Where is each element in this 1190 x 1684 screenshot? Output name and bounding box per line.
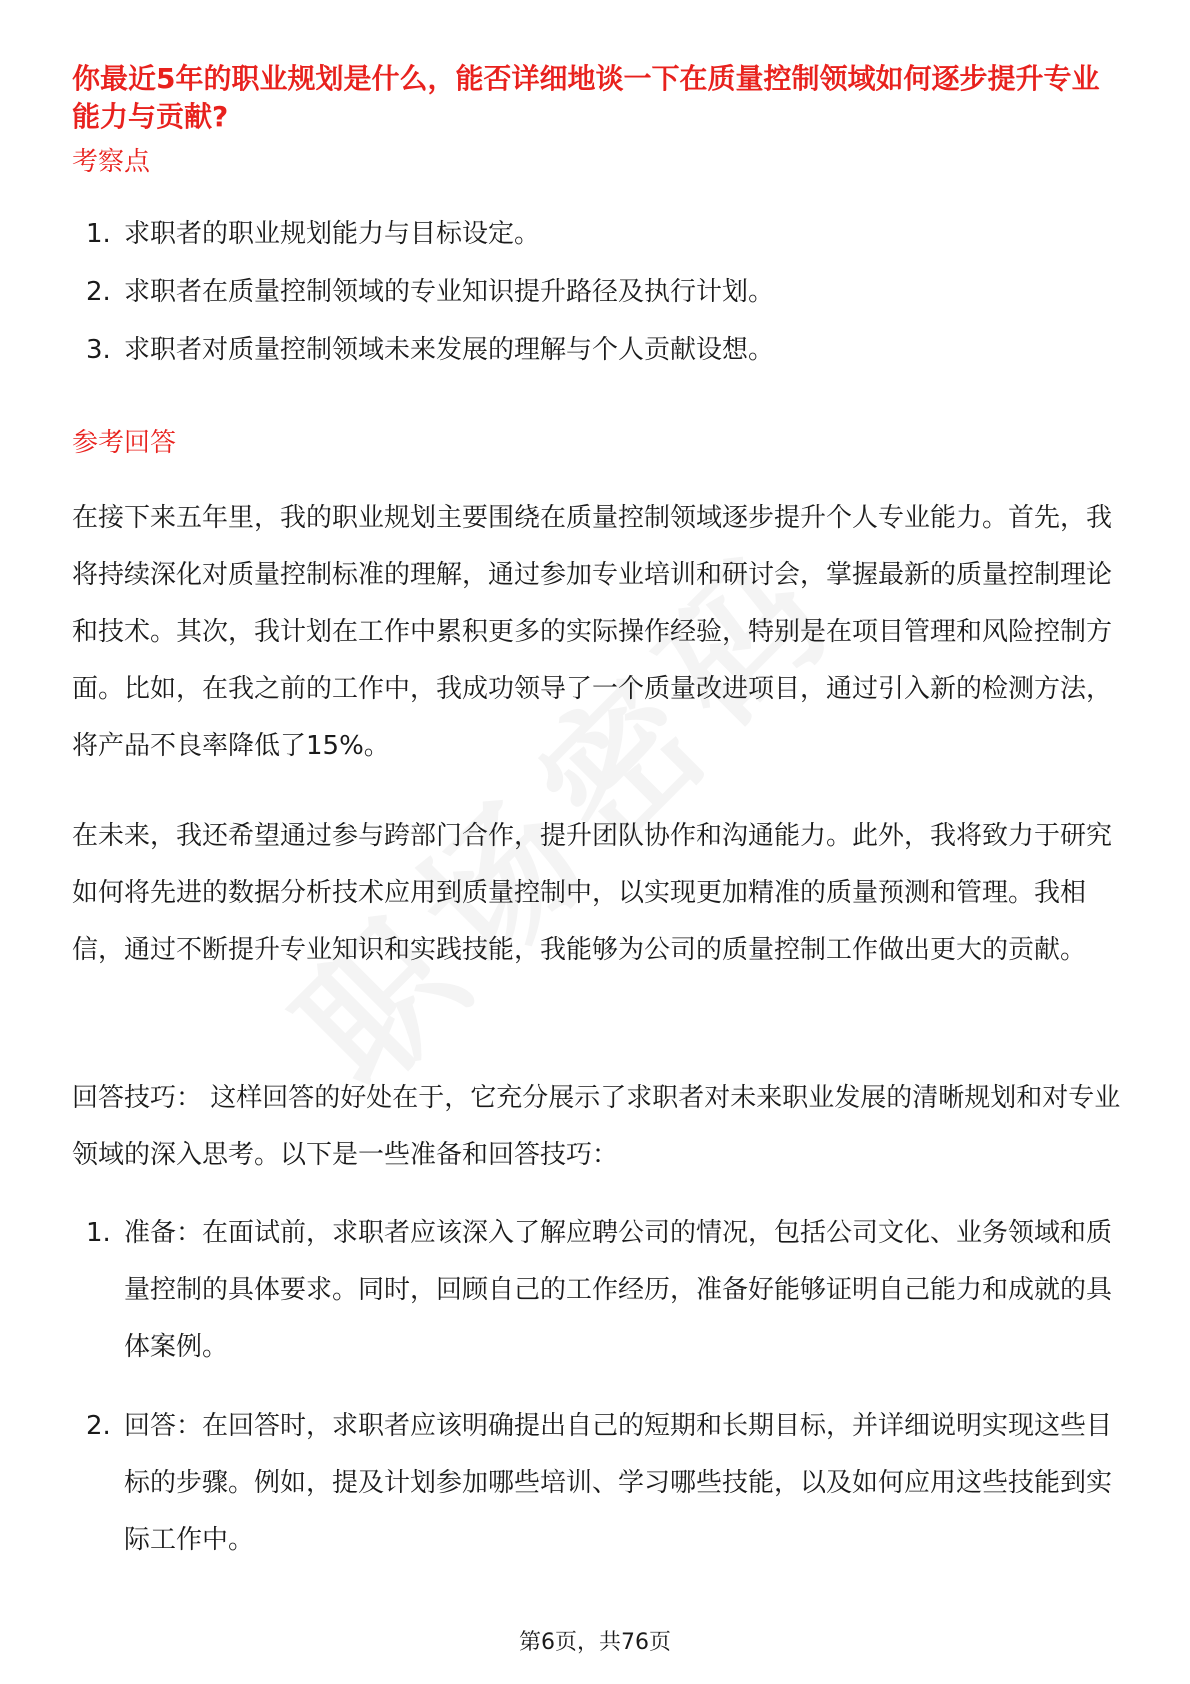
list-item-text: 求职者的职业规划能力与目标设定。 bbox=[124, 219, 541, 249]
list-item-text: 求职者对质量控制领域未来发展的理解与个人贡献设想。 bbox=[124, 335, 775, 365]
list-item-number: 2. bbox=[86, 277, 111, 307]
list-item-number: 3. bbox=[86, 335, 111, 365]
list-item-text: 回答：在回答时，求职者应该明确提出自己的短期和长期目标，并详细说明实现这些目标的步骤。例如，提及计划参加哪些培训、学习哪些技能，以及如何应用这些技能到实际工作中。 bbox=[124, 1411, 1113, 1555]
list-item-number: 2. bbox=[86, 1411, 111, 1441]
section-heading-points: 考察点 bbox=[72, 147, 151, 177]
question-title: 你最近5年的职业规划是什么，能否详细地谈一下在质量控制领域如何逐步提升专业能力与贡献? bbox=[72, 62, 1100, 133]
tips-list bbox=[72, 1205, 1122, 1569]
points-list bbox=[72, 205, 1122, 379]
list-item bbox=[72, 205, 1122, 263]
section-heading-answer: 参考回答 bbox=[72, 428, 177, 458]
list-item-number: 1. bbox=[86, 1218, 111, 1248]
list-item-text: 求职者在质量控制领域的专业知识提升路径及执行计划。 bbox=[124, 277, 775, 307]
list-item bbox=[72, 1398, 1122, 1569]
page-footer: 第6页，共76页 bbox=[519, 1630, 671, 1655]
list-item-text: 准备：在面试前，求职者应该深入了解应聘公司的情况，包括公司文化、业务领域和质量控制的具体要求。同时，回顾自己的工作经历，准备好能够证明自己能力和成就的具体案例。 bbox=[124, 1218, 1113, 1362]
list-item-number: 1. bbox=[86, 219, 111, 249]
tips-intro: 回答技巧： 这样回答的好处在于，它充分展示了求职者对未来职业发展的清晰规划和对专业领域的深入思考。以下是一些准备和回答技巧： bbox=[72, 1083, 1121, 1170]
list-item bbox=[72, 321, 1122, 379]
list-item bbox=[72, 1205, 1122, 1376]
answer-paragraph-2: 在未来，我还希望通过参与跨部门合作，提升团队协作和沟通能力。此外，我将致力于研究如何将先进的数据分析技术应用到质量控制中，以实现更加精准的质量预测和管理。我相信，通过不断提升专业知识和实践技能，我能够为公司的质量控制工作做出更大的贡献。 bbox=[72, 821, 1113, 965]
list-item bbox=[72, 263, 1122, 321]
answer-paragraph-1: 在接下来五年里，我的职业规划主要围绕在质量控制领域逐步提升个人专业能力。首先，我将持续深化对质量控制标准的理解，通过参加专业培训和研讨会，掌握最新的质量控制理论和技术。其次，我计划在工作中累积更多的实际操作经验，特别是在项目管理和风险控制方面。比如，在我之前的工作中，我成功领导了一个质量改进项目，通过引入新的检测方法，将产品不良率降低了15%。 bbox=[72, 503, 1113, 761]
